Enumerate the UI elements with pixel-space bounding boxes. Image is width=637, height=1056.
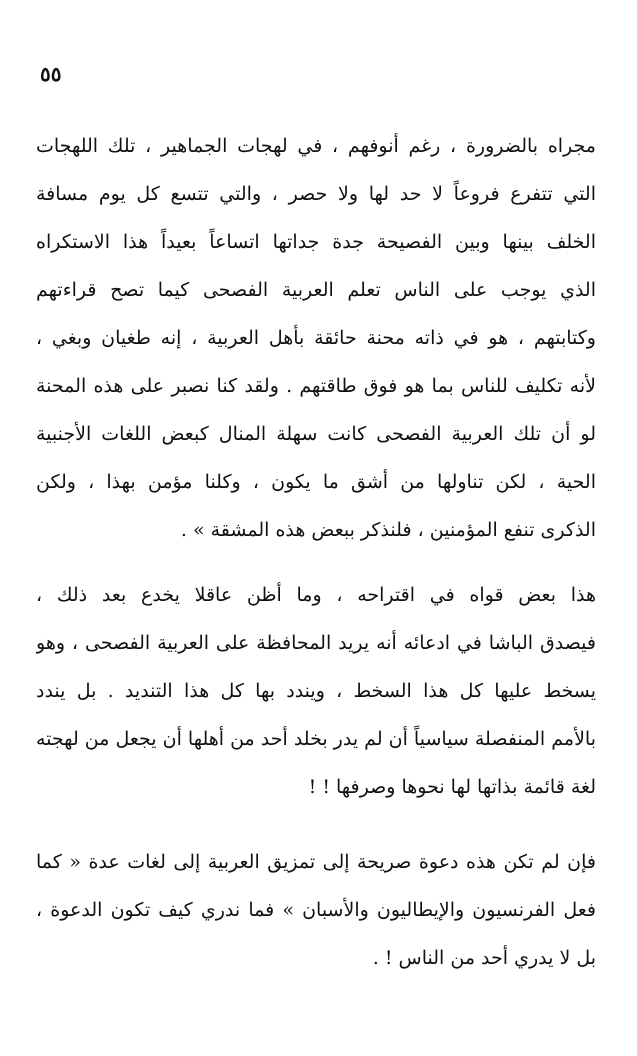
text-line: لأنه تكليف للناس بما هو فوق طاقتهم . ولقد كنا نصبر على هذه المحنة <box>36 375 596 397</box>
text-line: الذكرى تنفع المؤمنين ، فلنذكر ببعض هذه المشقة » . <box>180 519 596 541</box>
text-line: لو أن تلك العربية الفصحى كانت سهلة المنال كبعض اللغات الأجنبية <box>36 423 596 445</box>
text-line: الحية ، لكن تناولها من أشق ما يكون ، وكلنا مؤمن بهذا ، ولكن <box>36 471 596 493</box>
text-line: هذا بعض قواه في اقتراحه ، وما أظن عاقلا يخدع بعد ذلك ، <box>36 584 596 606</box>
page-number: ٥٥ <box>40 62 62 86</box>
text-line: فيصدق الباشا في ادعائه أنه يريد المحافظة على العربية الفصحى ، وهو <box>36 632 596 654</box>
text-line: بالأمم المنفصلة سياسياً أن لم يدر بخلد أحد من أهلها أن يجعل من لهجته <box>36 728 596 750</box>
text-line: الخلف بينها وبين الفصيحة جدة جداتها اتساعاً بعيداً هذا الاستكراه <box>36 231 596 253</box>
text-line: الذي يوجب على الناس تعلم العربية الفصحى كيما تصح قراءتهم <box>36 279 596 301</box>
paragraph-1 <box>36 122 596 554</box>
text-line: وكتابتهم ، هو في ذاته محنة حائقة بأهل العربية ، إنه طغيان وبغي ، <box>36 327 596 349</box>
text-line: فعل الفرنسيون والإيطاليون والأسبان » فما ندري كيف تكون الدعوة ، <box>36 899 596 921</box>
text-line: التي تتفرع فروعاً لا حد لها ولا حصر ، والتي تتسع كل يوم مسافة <box>36 183 596 205</box>
paragraph-2 <box>36 571 596 811</box>
text-line: فإن لم تكن هذه دعوة صريحة إلى تمزيق العربية إلى لغات عدة « كما <box>36 851 596 873</box>
paragraph-3 <box>36 838 596 982</box>
text-line: مجراه بالضرورة ، رغم أنوفهم ، في لهجات الجماهير ، تلك اللهجات <box>36 135 596 157</box>
text-line: يسخط عليها كل هذا السخط ، ويندد بها كل هذا التنديد . بل يندد <box>36 680 596 702</box>
text-line: لغة قائمة بذاتها لها نحوها وصرفها ! ! <box>308 776 596 798</box>
text-line: بل لا يدري أحد من الناس ! . <box>372 947 596 969</box>
